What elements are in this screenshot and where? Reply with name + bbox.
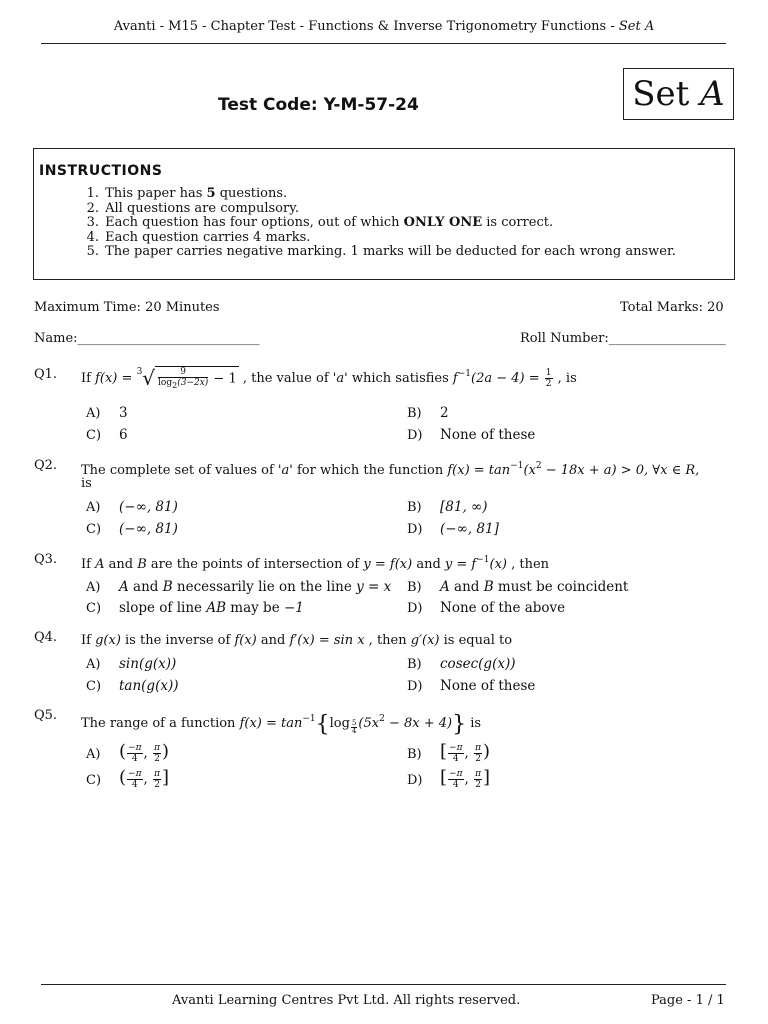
q-text: The range of a function — [81, 716, 240, 731]
cube-root-index: 3 — [136, 367, 143, 377]
option-label: B) — [407, 500, 422, 515]
left-brace: { — [315, 712, 330, 737]
q-math: f(x) = tan — [447, 463, 511, 478]
name-field[interactable]: Name:____________________________ — [34, 331, 260, 346]
instruction-num: 4. — [86, 229, 99, 245]
instruction-text: This paper has — [105, 186, 207, 201]
frac-denominator: 2 — [545, 379, 552, 389]
opt-math: y = x — [356, 579, 392, 595]
option-label: D) — [407, 428, 423, 443]
bracket: [ — [440, 741, 448, 762]
opt-math: A — [440, 579, 450, 595]
instruction-item — [79, 231, 676, 246]
total-marks: Total Marks: 20 — [620, 300, 724, 315]
instruction-item — [79, 245, 676, 260]
fraction — [474, 743, 482, 764]
option-label: C) — [86, 773, 102, 788]
instruction-item — [79, 202, 676, 217]
q-math: (5x — [358, 716, 380, 731]
superscript: −1 — [302, 714, 316, 724]
question-text — [81, 366, 577, 391]
frac-denominator: 4 — [351, 727, 357, 735]
option-label: D) — [407, 773, 423, 788]
instruction-item — [79, 187, 676, 202]
frac-denominator: 4 — [452, 754, 459, 764]
option-b[interactable] — [440, 579, 628, 595]
option-a[interactable]: ( $\frac{-\pi}{4}$ , $\frac{\pi}{2}$ ) — [119, 741, 170, 764]
instructions-list — [79, 187, 676, 260]
q-math: f(x) = tan — [239, 716, 303, 731]
option-label: C) — [86, 679, 102, 694]
frac-numerator: π — [475, 743, 482, 753]
frac-denominator — [158, 378, 208, 391]
option-a[interactable]: (−∞, 81) — [119, 499, 178, 515]
opt-text: necessarily lie on the line — [172, 579, 357, 595]
q-math: − 1 — [209, 371, 237, 387]
opt-math: A — [119, 579, 129, 595]
instruction-text: questions. — [215, 186, 288, 201]
instruction-num: 2. — [86, 200, 99, 216]
header-rule — [41, 43, 726, 44]
frac-numerator: −π — [128, 743, 142, 753]
question-number: Q1. — [34, 367, 58, 382]
log-base: 2 — [172, 380, 178, 390]
question-number: Q2. — [34, 458, 58, 473]
instruction-item — [79, 216, 676, 231]
instruction-text: is correct. — [482, 215, 554, 231]
fraction — [474, 769, 482, 790]
header-set: Set A — [618, 19, 655, 34]
option-c[interactable]: tan(g(x)) — [119, 678, 179, 694]
q-math: f(x) — [234, 633, 257, 648]
right-brace: } — [452, 712, 467, 737]
log-label: log — [329, 716, 350, 731]
instruction-num: 3. — [86, 215, 99, 231]
q-math: g(x) — [95, 633, 121, 648]
opt-math: B — [162, 579, 173, 595]
option-label: B) — [407, 580, 422, 595]
frac-numerator: −π — [449, 743, 463, 753]
instruction-text: The paper carries negative marking. 1 marks will be deducted for each wrong answer. — [105, 244, 676, 260]
frac-denominator: 4 — [452, 780, 459, 790]
question-text — [81, 555, 549, 572]
option-label: A) — [86, 747, 101, 762]
frac-numerator: π — [475, 769, 482, 779]
q-text: is equal to — [439, 633, 513, 648]
option-label: B) — [407, 747, 422, 762]
bracket: ] — [483, 767, 491, 788]
question-text — [81, 461, 699, 478]
fraction — [448, 743, 463, 764]
q-text: , then — [364, 633, 411, 648]
frac-denominator: 4 — [131, 780, 138, 790]
q-math: f(x) — [95, 371, 118, 386]
superscript: −1 — [457, 369, 472, 379]
option-c[interactable]: ( $\frac{-\pi}{4}$ , $\frac{\pi}{2}$ ] — [119, 767, 170, 790]
frac-numerator: −π — [449, 769, 463, 779]
option-b[interactable]: [81, ∞) — [440, 499, 488, 515]
option-label: D) — [407, 679, 423, 694]
frac-numerator: 9 — [158, 367, 208, 378]
bracket: ) — [162, 741, 170, 762]
instruction-num: 1. — [86, 186, 99, 201]
option-label: B) — [407, 406, 422, 421]
option-b[interactable]: 2 — [440, 405, 449, 421]
header-title: Avanti - M15 - Chapter Test - Functions & Inverse Trigonometry Functions - — [113, 19, 619, 34]
instruction-num: 5. — [86, 244, 99, 260]
opt-math: −1 — [283, 600, 304, 616]
option-label: C) — [86, 601, 102, 616]
frac-numerator: −π — [128, 769, 142, 779]
q-text: = — [117, 371, 137, 386]
q-text: ' which satisfies — [344, 371, 453, 386]
q-math: f′(x) = sin x — [289, 633, 365, 648]
q-math: (x) — [489, 557, 507, 572]
option-c[interactable]: 6 — [119, 427, 128, 443]
root-sign: √ — [142, 366, 156, 390]
option-label: B) — [407, 657, 422, 672]
page-header — [0, 19, 768, 34]
option-a[interactable]: 3 — [119, 405, 128, 421]
opt-math: AB — [206, 600, 226, 616]
fraction — [153, 769, 161, 790]
opt-text: and — [128, 579, 163, 595]
set-box-prefix: Set — [632, 74, 701, 114]
instruction-text: All questions are compulsory. — [105, 200, 299, 216]
option-c[interactable] — [119, 600, 304, 616]
option-label: A) — [86, 657, 101, 672]
bracket: [ — [440, 767, 448, 788]
q-math: (2a − 4) = — [471, 371, 544, 386]
opt-text: may be — [226, 600, 284, 616]
instructions-box — [33, 148, 735, 280]
question-number: Q4. — [34, 630, 58, 645]
frac-denominator: 2 — [475, 780, 481, 790]
q-text: , the value of ' — [238, 371, 337, 386]
frac-denominator: 2 — [154, 754, 160, 764]
option-label: C) — [86, 428, 102, 443]
q-math: a — [336, 371, 345, 386]
option-d[interactable]: None of these — [440, 678, 536, 694]
q-math: B — [137, 557, 147, 572]
fraction — [153, 743, 161, 764]
q-text: The complete set of values of ' — [81, 463, 282, 478]
option-label: A) — [86, 406, 101, 421]
option-label: D) — [407, 601, 423, 616]
frac-numerator: π — [154, 769, 161, 779]
bracket: ) — [483, 741, 491, 762]
frac-denominator: 4 — [131, 754, 138, 764]
q-text: is the inverse of — [120, 633, 235, 648]
page-number: Page - 1 / 1 — [651, 993, 725, 1008]
option-label: A) — [86, 500, 101, 515]
option-b[interactable]: cosec(g(x)) — [440, 656, 516, 672]
option-label: C) — [86, 522, 102, 537]
q-text: ' for which the function — [289, 463, 448, 478]
option-label: A) — [86, 580, 101, 595]
option-a[interactable] — [119, 579, 391, 595]
log-label: log — [158, 378, 173, 389]
opt-text: and — [449, 579, 484, 595]
frac-numerator: 5 — [351, 719, 357, 727]
q-math: (x — [523, 463, 536, 478]
question-text-cont: is — [81, 476, 92, 491]
log-base-fraction — [351, 720, 357, 735]
q-text: and — [412, 557, 445, 572]
superscript: 2 — [535, 461, 542, 471]
fraction — [127, 743, 142, 764]
q-text: If — [81, 371, 96, 386]
q-math: y = f — [444, 557, 477, 572]
instructions-title: INSTRUCTIONS — [39, 163, 163, 179]
bracket: ] — [162, 767, 170, 788]
option-d[interactable]: None of these — [440, 427, 536, 443]
superscript: −1 — [476, 555, 490, 565]
instruction-bold: ONLY ONE — [403, 215, 483, 231]
option-d[interactable]: [ $\frac{-\pi}{4}$ , $\frac{\pi}{2}$ ] — [440, 767, 491, 790]
fraction — [158, 367, 208, 391]
frac-denominator: 2 — [475, 754, 481, 764]
question-number: Q5. — [34, 708, 58, 723]
opt-math: B — [483, 579, 494, 595]
option-c[interactable]: (−∞, 81) — [119, 521, 178, 537]
option-a[interactable]: sin(g(x)) — [119, 656, 177, 672]
log-arg: (3−2x) — [177, 378, 209, 389]
option-b[interactable]: [ $\frac{-\pi}{4}$ , $\frac{\pi}{2}$ ) — [440, 741, 491, 764]
option-label: D) — [407, 522, 423, 537]
q-math: − 18x + a) > 0, ∀x ∈ R, — [541, 463, 700, 478]
fraction — [545, 368, 553, 389]
q-text: is — [466, 716, 482, 731]
instruction-text: Each question carries 4 marks. — [105, 229, 311, 245]
q-math: f — [452, 371, 458, 386]
question-text — [81, 712, 481, 737]
instruction-text: Each question has four options, out of which — [105, 215, 404, 231]
superscript: −1 — [510, 461, 524, 471]
frac-denominator: 2 — [154, 780, 160, 790]
q-text: If — [81, 557, 96, 572]
option-d[interactable]: None of the above — [440, 600, 566, 616]
test-code: Test Code: Y-M-57-24 — [218, 95, 419, 115]
instruction-bold: 5 — [206, 186, 216, 201]
q-text: and — [104, 557, 138, 572]
q-text: and — [256, 633, 290, 648]
opt-text: must be coincident — [493, 579, 629, 595]
frac-numerator: π — [154, 743, 161, 753]
bracket: ( — [119, 767, 127, 788]
set-box-letter: A — [700, 74, 725, 114]
q-math: − 8x + 4) — [384, 716, 453, 731]
q-text: , then — [507, 557, 550, 572]
radicand — [155, 366, 239, 391]
fraction — [127, 769, 142, 790]
q-text: If — [81, 633, 96, 648]
q-math: A — [95, 557, 105, 572]
roll-number-field[interactable]: Roll Number:__________________ — [520, 331, 726, 346]
question-text — [81, 633, 512, 648]
set-box — [623, 68, 734, 120]
q-text: are the points of intersection of — [146, 557, 364, 572]
footer-rule — [41, 984, 726, 985]
bracket: ( — [119, 741, 127, 762]
superscript: 2 — [379, 714, 385, 724]
fraction — [448, 769, 463, 790]
option-d[interactable]: (−∞, 81] — [440, 521, 499, 537]
question-number: Q3. — [34, 552, 58, 567]
max-time: Maximum Time: 20 Minutes — [34, 300, 220, 315]
footer-company: Avanti Learning Centres Pvt Ltd. All rights reserved. — [172, 993, 521, 1008]
q-math: y = f(x) — [363, 557, 413, 572]
frac-numerator: 1 — [545, 368, 552, 378]
q-math: g′(x) — [410, 633, 440, 648]
opt-text: slope of line — [119, 600, 207, 616]
q-math: a — [281, 463, 290, 478]
q-text: , is — [553, 371, 577, 386]
